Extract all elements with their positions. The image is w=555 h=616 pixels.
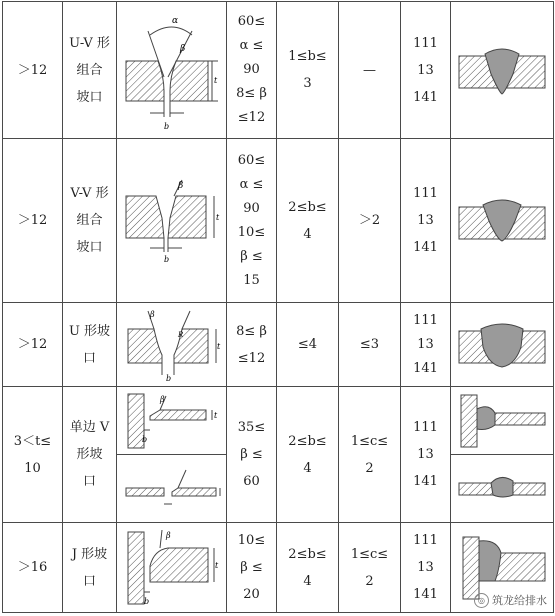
thickness-cell: 3＜t≤ 10 <box>3 387 63 523</box>
angle-cell: 10≤ β ≤ 20 <box>227 523 277 613</box>
groove-diagram-cell <box>117 139 227 303</box>
gap-cell: 2≤b≤ 4 <box>277 387 339 523</box>
j-groove-diagram <box>120 526 224 610</box>
butt-weld-section <box>455 459 549 519</box>
groove-diagram-cell <box>117 455 227 523</box>
weld-section-cell <box>451 2 554 139</box>
uv-weld-section <box>455 40 549 100</box>
t-label: t <box>216 212 220 222</box>
table-row <box>3 387 554 455</box>
weld-section-cell <box>451 303 554 387</box>
groove-name-cell: U 形坡 口 <box>63 303 117 387</box>
b-label: b <box>164 254 170 264</box>
process-cell: 111 13 141 <box>401 523 451 613</box>
beta-label: β <box>180 44 186 54</box>
groove-name-cell: V-V 形 组合 坡口 <box>63 139 117 303</box>
alpha-label: α <box>172 16 179 26</box>
b-label: b <box>144 596 150 606</box>
weld-groove-table <box>2 1 554 613</box>
radius-label: R <box>178 330 184 339</box>
weld-section-cell <box>451 387 554 455</box>
angle-cell: 35≤ β ≤ 60 <box>227 387 277 523</box>
groove-diagram-cell <box>117 303 227 387</box>
angle-cell: 8≤ β ≤12 <box>227 303 277 387</box>
process-cell: 111 13 141 <box>401 303 451 387</box>
process-cell: 111 13 141 <box>401 387 451 523</box>
process-cell: 111 13 141 <box>401 139 451 303</box>
table-row <box>3 523 554 613</box>
watermark <box>474 592 547 608</box>
groove-diagram-cell <box>117 387 227 455</box>
thickness-cell: ＞12 <box>3 303 63 387</box>
angle-cell: 60≤ α ≤ 90 10≤ β ≤ 15 <box>227 139 277 303</box>
beta-label: β <box>150 309 155 319</box>
beta-label: β <box>166 530 171 540</box>
vv-weld-section <box>455 191 549 251</box>
root-face-cell: ＞2 <box>339 139 401 303</box>
t-joint-weld-section <box>455 391 549 451</box>
table-row <box>3 2 554 139</box>
table-row <box>3 303 554 387</box>
gap-cell: 1≤b≤ 3 <box>277 2 339 139</box>
b-label: b <box>142 434 148 444</box>
thickness-cell: ＞12 <box>3 139 63 303</box>
groove-diagram-cell <box>117 523 227 613</box>
wechat-logo-icon: ◎ <box>474 593 489 608</box>
t-label: t <box>217 341 221 351</box>
thickness-cell: ＞16 <box>3 523 63 613</box>
groove-name-cell: J 形坡 口 <box>63 523 117 613</box>
u-groove-diagram <box>120 307 224 383</box>
b-label: b <box>164 122 170 131</box>
root-face-cell: — <box>339 2 401 139</box>
t-label: t <box>214 76 218 85</box>
gap-cell: 2≤b≤ 4 <box>277 139 339 303</box>
b-label: b <box>166 373 172 383</box>
root-face-cell: ≤3 <box>339 303 401 387</box>
watermark-text: 筑龙给排水 <box>492 594 547 607</box>
beta-label: β <box>160 394 165 404</box>
weld-section-cell <box>451 139 554 303</box>
weld-section-cell <box>451 455 554 523</box>
angle-cell: 60≤ α ≤ 90 8≤ β ≤12 <box>227 2 277 139</box>
t-label: t <box>214 410 218 420</box>
groove-name-cell: 单边 V 形坡 口 <box>63 387 117 523</box>
table-row <box>3 139 554 303</box>
gap-cell: 2≤b≤ 4 <box>277 523 339 613</box>
vv-groove-diagram <box>120 176 224 266</box>
root-face-cell: 1≤c≤ 2 <box>339 523 401 613</box>
thickness-cell: ＞12 <box>3 2 63 139</box>
groove-diagram-cell <box>117 2 227 139</box>
single-bevel-butt-diagram <box>120 458 224 520</box>
process-cell: 111 13 141 <box>401 2 451 139</box>
root-face-cell: 1≤c≤ 2 <box>339 387 401 523</box>
gap-cell: ≤4 <box>277 303 339 387</box>
uv-groove-diagram <box>120 5 224 135</box>
beta-label: β <box>178 180 184 191</box>
single-bevel-t-joint-diagram <box>120 390 224 452</box>
u-weld-section <box>455 315 549 375</box>
groove-name-cell: U-V 形 组合 坡口 <box>63 2 117 139</box>
t-label: t <box>215 560 219 570</box>
